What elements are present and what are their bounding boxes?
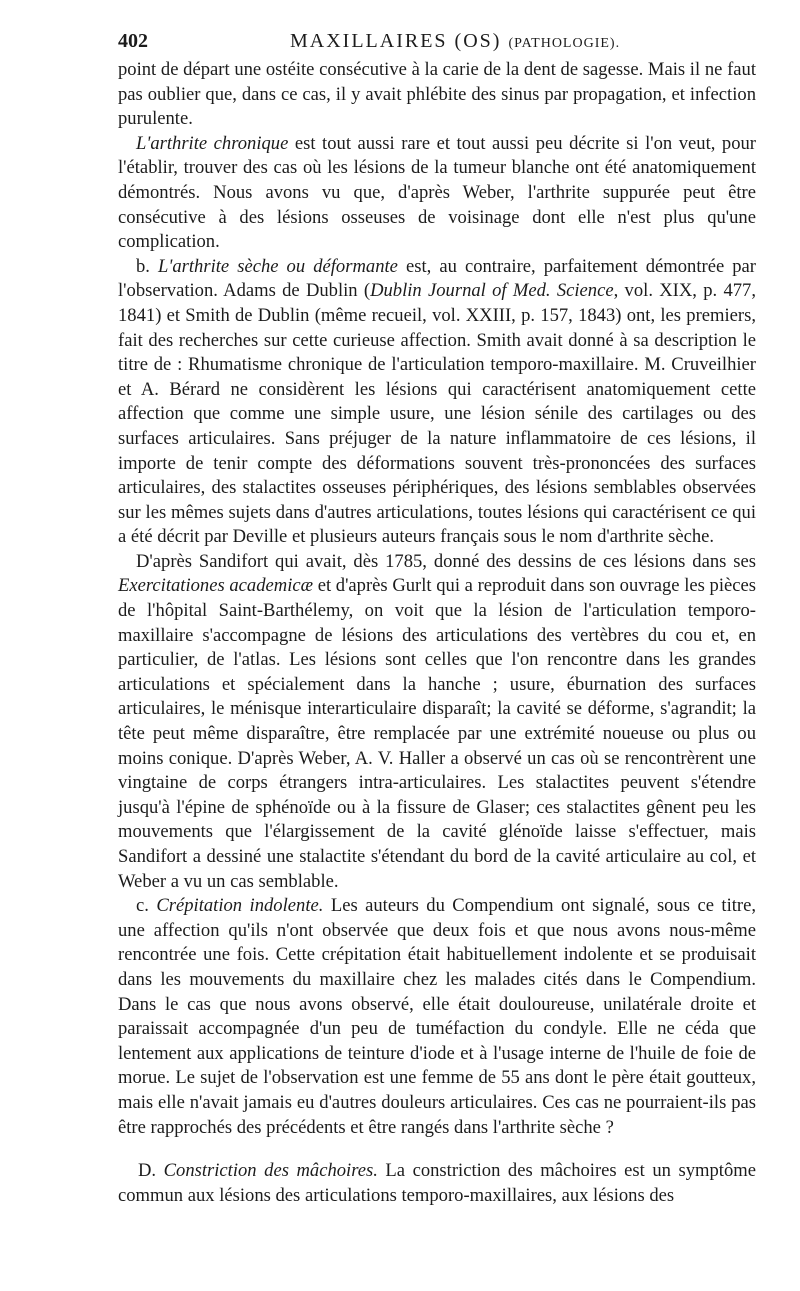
paragraph-dry-arthritis (118, 255, 756, 550)
term-arthrite-chronique: L'arthrite chronique (136, 132, 289, 154)
paragraph-text: est tout aussi rare et tout aussi peu décrite si l'on veut, pour l'établir, trouver des cas où les lésions de la tumeur blanche ont été anatomiquement démontrés. Nous avons vu que, d'après Weber, l'arthrite suppurée peut être consécutive à des lésions osseuses de voisinage dont elle n'est plus qu'une complication. (118, 132, 756, 253)
paragraph-text: D'après Sandifort qui avait, dès 1785, donné des dessins de ces lésions dans ses (136, 550, 756, 572)
paragraph-chronic-arthritis (118, 132, 756, 255)
item-label: c. (136, 895, 157, 917)
running-title: MAXILLAIRES (OS) (290, 30, 502, 52)
paragraph-text: , vol. XIX, p. 477, 1841) et Smith de Dublin (même recueil, vol. XXIII, p. 157, 1843) ont, les premiers, fait des recherches sur cette curieuse affection. Smith avait donné à sa description le titre de : Rhumatisme chronique de l'articulation temporo-maxillaire. M. Cruveilhier et A. Bérard ne considèrent les lésions qui caractérisent anatomiquement cette affection que comme une simple usure, une lésion sénile des cartilages ou des surfaces articulaires. Sans préjuger de la nature inflammatoire de ces lésions, il importe de tenir compte des déformations souvent très-prononcées des surfaces articulaires, des stalactites osseuses périphériques, des lésions semblables observées sur les mêmes sujets dans d'autres articulations, toutes lésions qui caractérisent ce qui a été décrit par Deville et plusieurs auteurs français sous le nom d'arthrite sèche. (118, 280, 756, 548)
item-label: b. (136, 255, 159, 277)
section-label: D. (138, 1160, 164, 1182)
paragraph-text: Les auteurs du Compendium ont signalé, sous ce titre, une affection qu'ils n'ont observée que deux fois et que nous avons nous-même rencontrée une fois. Cette crépitation était habituellement indolente et se produisait dans les mouvements du maxillaire chez les malades cités dans le Compendium. Dans le cas que nous avons observé, elle était douloureuse, unilatérale droite et paraissait accompagnée d'un peu de tuméfaction du condyle. Elle ne céda que lentement aux applications de teinture d'iode et à l'usage interne de l'huile de foie de morue. Le sujet de l'observation est une femme de 55 ans dont le père était goutteux, mais elle n'avait jamais eu d'autres douleurs articulaires. Ces cas ne pourraient-ils pas être rapprochés des précédents et être rangés dans l'arthrite sèche ? (118, 895, 756, 1138)
page-header (118, 30, 758, 60)
section-constriction (118, 1159, 756, 1208)
paragraph-text: et d'après Gurlt qui a reproduit dans son ouvrage les pièces de l'hôpital Saint-Barthélemy, on voit que la lésion de l'articulation temporo-maxillaire s'accompagne de lésions des articulations des vertèbres du cou et, en particulier, de l'atlas. Les lésions sont celles que l'on rencontre dans les grandes articulations et spécialement dans la hanche ; usure, éburnation des surfaces articulaires, le ménisque interarticulaire disparaît; la cavité se déforme, s'agrandit; la tête peut même disparaître, être remplacée par une extrémité noueuse ou plus ou moins conique. D'après Weber, A. V. Haller a observé un cas où se rencontrèrent une vingtaine de corps étrangers intra-articulaires. Les stalactites peuvent s'étendre jusqu'à l'épine de sphénoïde ou à la fissure de Glaser; ces stalactites gênent peu les mouvements que l'élargissement de la cavité glénoïde laisse s'effectuer, mais Sandifort a dessiné une stalactite s'étendant du bord de la cavité articulaire au col, et Weber a vu un cas semblable. (118, 575, 757, 892)
running-head (290, 30, 620, 53)
paragraph-text: est, au contraire, parfaitement démontrée par l'observation. Adams de Dublin ( (118, 255, 757, 302)
paragraph-sandifort (118, 550, 756, 894)
paragraph-text: La constriction des mâchoires est un symptôme commun aux lésions des articulations temporo-maxillaires, aux lésions des (118, 1160, 756, 1206)
paragraph-continuation: point de départ une ostéite consécutive à la carie de la dent de sagesse. Mais il ne faut pas oublier que, dans ce cas, il y avait phlébite des sinus par propagation, et infection purulente. (118, 59, 756, 130)
paragraph-crepitation (118, 894, 756, 1140)
page-body (118, 58, 756, 1208)
journal-citation: Dublin Journal of Med. Science (370, 280, 614, 302)
term-crepitation-indolente: Crépitation indolente. (156, 895, 324, 917)
running-section: (PATHOLOGIE). (508, 36, 621, 51)
section-heading: Constriction des mâchoires. (163, 1160, 378, 1182)
page-number: 402 (118, 30, 148, 52)
term-arthrite-seche: L'arthrite sèche ou déformante (158, 255, 398, 277)
work-title: Exercitationes academicæ (118, 575, 314, 597)
